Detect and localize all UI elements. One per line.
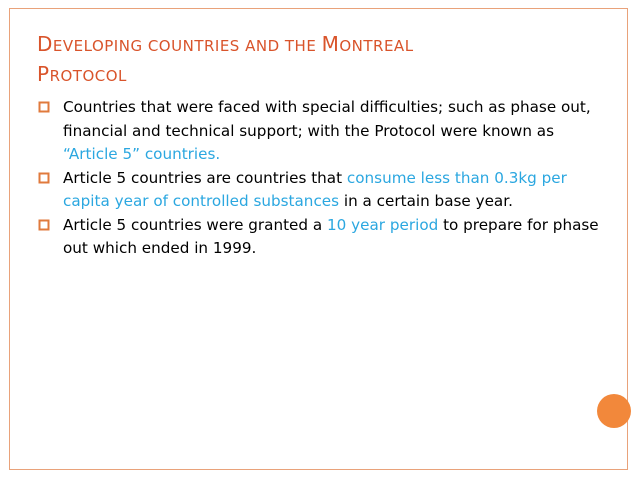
bullet-highlight: consume less than 0.3kg per capita year of controlled substances [63, 168, 567, 210]
bullet-highlight: “Article 5” countries. [63, 145, 221, 163]
bullet-item [38, 96, 604, 167]
bullet-text: Article 5 countries were granted a [63, 215, 328, 234]
title-cap: P [37, 62, 50, 86]
title-rest: EVELOPING COUNTRIES AND THE [52, 37, 322, 55]
title-cap: D [37, 32, 53, 56]
slide-title [37, 30, 597, 90]
hollow-square-bullet-icon [38, 101, 50, 113]
bullet-item [38, 214, 604, 261]
hollow-square-bullet-icon [38, 219, 50, 231]
bullet-highlight: 10 year period [327, 215, 439, 234]
title-cap: M [321, 32, 340, 56]
bullet-item [38, 167, 604, 214]
title-line-1 [37, 30, 597, 60]
title-line-2 [37, 60, 597, 90]
bullet-text: to prepare for phase out which ended in 1999. [63, 215, 599, 257]
title-rest: ONTREAL [339, 37, 414, 55]
title-rest: ROTOCOL [49, 67, 127, 85]
bullet-text: Article 5 countries are countries that [63, 168, 347, 187]
decorative-orange-circle [597, 394, 631, 428]
bullet-text: Countries that were faced with special difficulties; such as phase out, financial and technical support; with the Protocol were known as [63, 98, 591, 140]
bullet-text: in a certain base year. [339, 192, 513, 210]
bullet-list [38, 96, 604, 261]
hollow-square-bullet-icon [38, 172, 50, 184]
